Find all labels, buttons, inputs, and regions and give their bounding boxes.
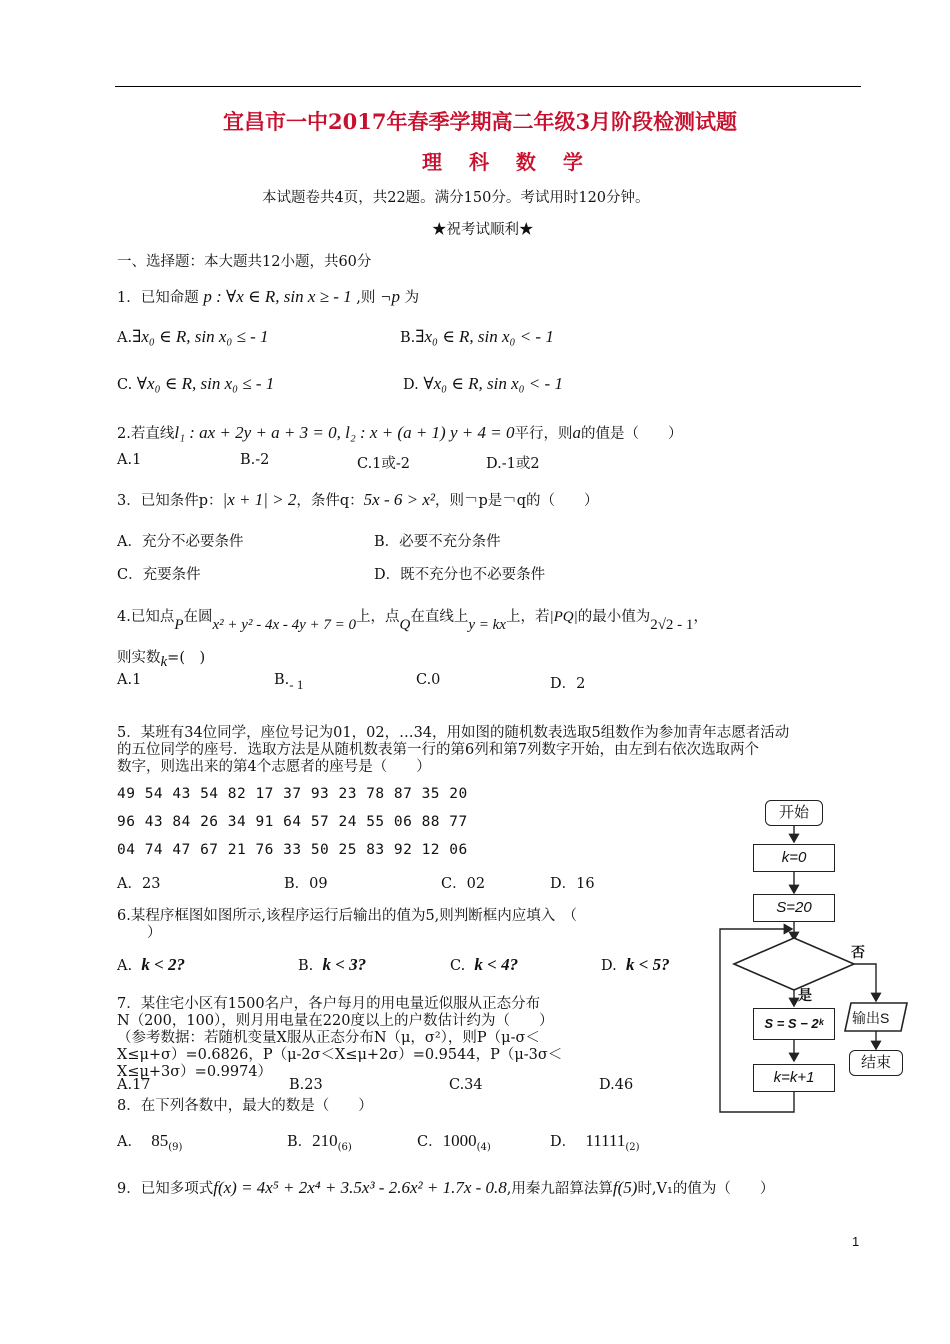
option-math: ∃x₀ ∈ R, sin x₀ < - 1 bbox=[415, 327, 554, 346]
update-k-box: k=k+1 bbox=[753, 1064, 835, 1092]
q1-text-b: ,则 bbox=[356, 290, 376, 306]
q4-point-q: Q bbox=[399, 617, 411, 633]
option-math: k < 2? bbox=[141, 955, 185, 974]
q4-point-p: P bbox=[174, 617, 184, 633]
q2-text-b: 平行，则 bbox=[514, 426, 573, 442]
q6-line-1: 6.某程序框图如图所示,该程序运行后输出的值为5,则判断框内应填入 （ bbox=[117, 908, 578, 924]
option-label: C. bbox=[117, 377, 133, 393]
q9-text-c: 时,V₁的值为（ ） bbox=[637, 1181, 775, 1197]
option-number: 1000 bbox=[442, 1131, 477, 1150]
q7-option-c: C.34 bbox=[449, 1077, 483, 1093]
q4-circle: x² + y² - 4x - 4y + 7 = 0 bbox=[212, 617, 356, 633]
q1-proposition: p : ∀x ∈ R, sin x ≥ - 1 bbox=[203, 287, 352, 306]
option-base: (6) bbox=[337, 1141, 352, 1153]
section-heading: 一、选择题：本大题共12小题，共60分 bbox=[117, 254, 372, 270]
q4-line: y = kx bbox=[468, 617, 506, 633]
q3-option-d: D．既不充分也不必要条件 bbox=[374, 567, 546, 583]
q3-text-b: ，条件q： bbox=[296, 493, 364, 509]
yes-label: 是 bbox=[798, 987, 812, 1003]
no-label: 否 bbox=[851, 944, 865, 960]
option-math: k < 4? bbox=[474, 955, 519, 974]
option-number: 210 bbox=[312, 1131, 338, 1150]
option-label: B. bbox=[400, 330, 416, 346]
option-number: 85 bbox=[151, 1131, 169, 1150]
q4-text-b: 在圆 bbox=[183, 609, 213, 625]
q1-text-c: 为 bbox=[404, 290, 420, 306]
option-math: k < 3? bbox=[322, 955, 367, 974]
random-table-row: 49 54 43 54 82 17 37 93 23 78 87 35 20 bbox=[117, 786, 468, 802]
option-base: (4) bbox=[476, 1141, 491, 1153]
output-label: 输出S bbox=[852, 1010, 890, 1026]
q5-line-3: 数字，则选出来的第4个志愿者的座号是（ ） bbox=[117, 759, 431, 775]
option-label: A. bbox=[117, 330, 133, 346]
q4-text-e: 上，若 bbox=[505, 609, 550, 625]
q4-distance: |PQ| bbox=[549, 609, 578, 625]
q4-text-d: 在直线上 bbox=[410, 609, 469, 625]
q9-text-a: 9．已知多项式 bbox=[117, 1181, 214, 1197]
q7-option-d: D.46 bbox=[599, 1077, 634, 1093]
q4-option-a: A.1 bbox=[117, 672, 142, 688]
q5-option-c: C．02 bbox=[441, 876, 486, 892]
init-k-box: k=0 bbox=[753, 844, 835, 872]
option-math: ∀x₀ ∈ R, sin x₀ ≤ - 1 bbox=[136, 374, 275, 393]
end-terminal: 结束 bbox=[849, 1050, 903, 1076]
option-label: C． bbox=[417, 1134, 443, 1150]
q4-text-c: 上，点 bbox=[356, 609, 400, 625]
q7-line-5: X≤μ+3σ）=0.9974） bbox=[117, 1064, 273, 1080]
arrow bbox=[854, 964, 876, 1001]
q1-text-a: 1．已知命题 bbox=[117, 290, 199, 306]
q4-min-value: 2√2 - 1 bbox=[650, 617, 694, 633]
option-label: D． bbox=[550, 1134, 577, 1150]
q3-text-c: ，则￢p是￢q的（ ） bbox=[434, 493, 599, 509]
q4-var-k: k bbox=[160, 654, 168, 670]
exam-title: 宜昌市一中2017年春季学期高二年级3月阶段检测试题 bbox=[223, 109, 738, 134]
option-math: ∀x₀ ∈ R, sin x₀ < - 1 bbox=[423, 374, 563, 393]
q2-option-a: A.1 bbox=[117, 452, 142, 468]
option-label: D. bbox=[403, 377, 419, 393]
q7-line-2: N（200，100），则月用电量在220度以上的户数估计约为（ ） bbox=[117, 1013, 554, 1029]
q9-f5: f(5) bbox=[612, 1178, 638, 1197]
option-math: k < 5? bbox=[625, 955, 670, 974]
q3-condition-p: |x + 1| > 2 bbox=[222, 490, 297, 509]
exam-wish: ★祝考试顺利★ bbox=[432, 222, 534, 238]
q8-stem: 8．在下列各数中，最大的数是（ ） bbox=[117, 1098, 373, 1114]
option-label: D. bbox=[601, 958, 617, 974]
option-label: B． bbox=[287, 1134, 313, 1150]
q3-option-b: B．必要不充分条件 bbox=[374, 534, 501, 550]
q3-option-c: C．充要条件 bbox=[117, 567, 201, 583]
q2-text-a: 2.若直线 bbox=[117, 426, 175, 442]
random-table-row: 96 43 84 26 34 91 64 57 24 55 06 88 77 bbox=[117, 814, 468, 830]
q7-option-b: B.23 bbox=[289, 1077, 323, 1093]
option-label: B. bbox=[274, 672, 290, 688]
q7-line-1: 7．某住宅小区有1500名户，各户每月的用电量近似服从正态分布 bbox=[117, 996, 541, 1012]
exam-info: 本试题卷共4页，共22题。满分150分。考试用时120分钟。 bbox=[262, 190, 650, 206]
init-s-box: S=20 bbox=[753, 894, 835, 922]
option-number: 11111 bbox=[585, 1131, 626, 1150]
q2-option-c: C.1或-2 bbox=[357, 456, 411, 472]
q5-line-2: 的五位同学的座号．选取方法是从随机数表第一行的第6列和第7列数字开始，由左到右依次选取两个 bbox=[117, 742, 759, 758]
page-number: 1 bbox=[852, 1234, 860, 1249]
q7-line-3: （参考数据：若随机变量X服从正态分布N（μ，σ²），则P（μ-σ＜ bbox=[117, 1030, 540, 1046]
q2-option-b: B.-2 bbox=[240, 452, 270, 468]
q7-line-4: X≤μ+σ）=0.6826，P（μ-2σ＜X≤μ+2σ）=0.9544，P（μ-3σ＜ bbox=[117, 1047, 563, 1063]
q2-lines: l₁ : ax + 2y + a + 3 = 0, l₂ : x + (a + 1) y + 4 = 0 bbox=[174, 423, 515, 442]
q5-option-a: A．23 bbox=[117, 876, 161, 892]
q5-line-1: 5．某班有34位同学，座位号记为01，02，…34，用如图的随机数表选取5组数作为参加青年志愿者活动 bbox=[117, 725, 790, 741]
q3-text-a: 3．已知条件p： bbox=[117, 493, 223, 509]
q2-option-d: D.-1或2 bbox=[486, 456, 540, 472]
option-math: - 1 bbox=[289, 677, 304, 692]
option-base: (2) bbox=[625, 1141, 640, 1153]
decision-diamond bbox=[734, 938, 854, 990]
q3-condition-q: 5x - 6 > x² bbox=[363, 490, 435, 509]
q5-option-b: B．09 bbox=[284, 876, 328, 892]
q2-text-c: 的值是（ ） bbox=[580, 426, 683, 442]
q1-negation: ¬p bbox=[379, 287, 400, 306]
q2-var: a bbox=[572, 423, 581, 442]
option-base: (9) bbox=[168, 1141, 183, 1153]
q4-option-d: D．2 bbox=[550, 676, 586, 692]
q6-line-2: ） bbox=[147, 925, 162, 941]
option-label: A. bbox=[117, 958, 133, 974]
q5-option-d: D．16 bbox=[550, 876, 595, 892]
start-terminal: 开始 bbox=[765, 800, 823, 826]
q4-text-f: 的最小值为 bbox=[577, 609, 651, 625]
q9-text-b: ,用秦九韶算法算 bbox=[506, 1181, 613, 1197]
q4-text-i: =( ) bbox=[167, 650, 206, 666]
option-label: B. bbox=[298, 958, 314, 974]
random-table-row: 04 74 47 67 21 76 33 50 25 83 92 12 06 bbox=[117, 842, 468, 858]
update-s-box: S = S − 2ᵏ bbox=[753, 1008, 835, 1040]
q4-text-a: 4.已知点 bbox=[117, 609, 175, 625]
q3-option-a: A．充分不必要条件 bbox=[117, 534, 244, 550]
q4-option-c: C.0 bbox=[416, 672, 441, 688]
q4-text-h: 则实数 bbox=[117, 650, 161, 666]
option-math: ∃x₀ ∈ R, sin x₀ ≤ - 1 bbox=[132, 327, 269, 346]
option-label: A． bbox=[117, 1134, 142, 1150]
q7-option-a: A.17 bbox=[117, 1077, 151, 1093]
q9-polynomial: f(x) = 4x⁵ + 2x⁴ + 3.5x³ - 2.6x² + 1.7x - 0.8 bbox=[213, 1178, 507, 1197]
exam-subject: 理 科 数 学 bbox=[422, 150, 593, 174]
q4-text-g: ， bbox=[693, 609, 708, 625]
option-label: C. bbox=[450, 958, 466, 974]
